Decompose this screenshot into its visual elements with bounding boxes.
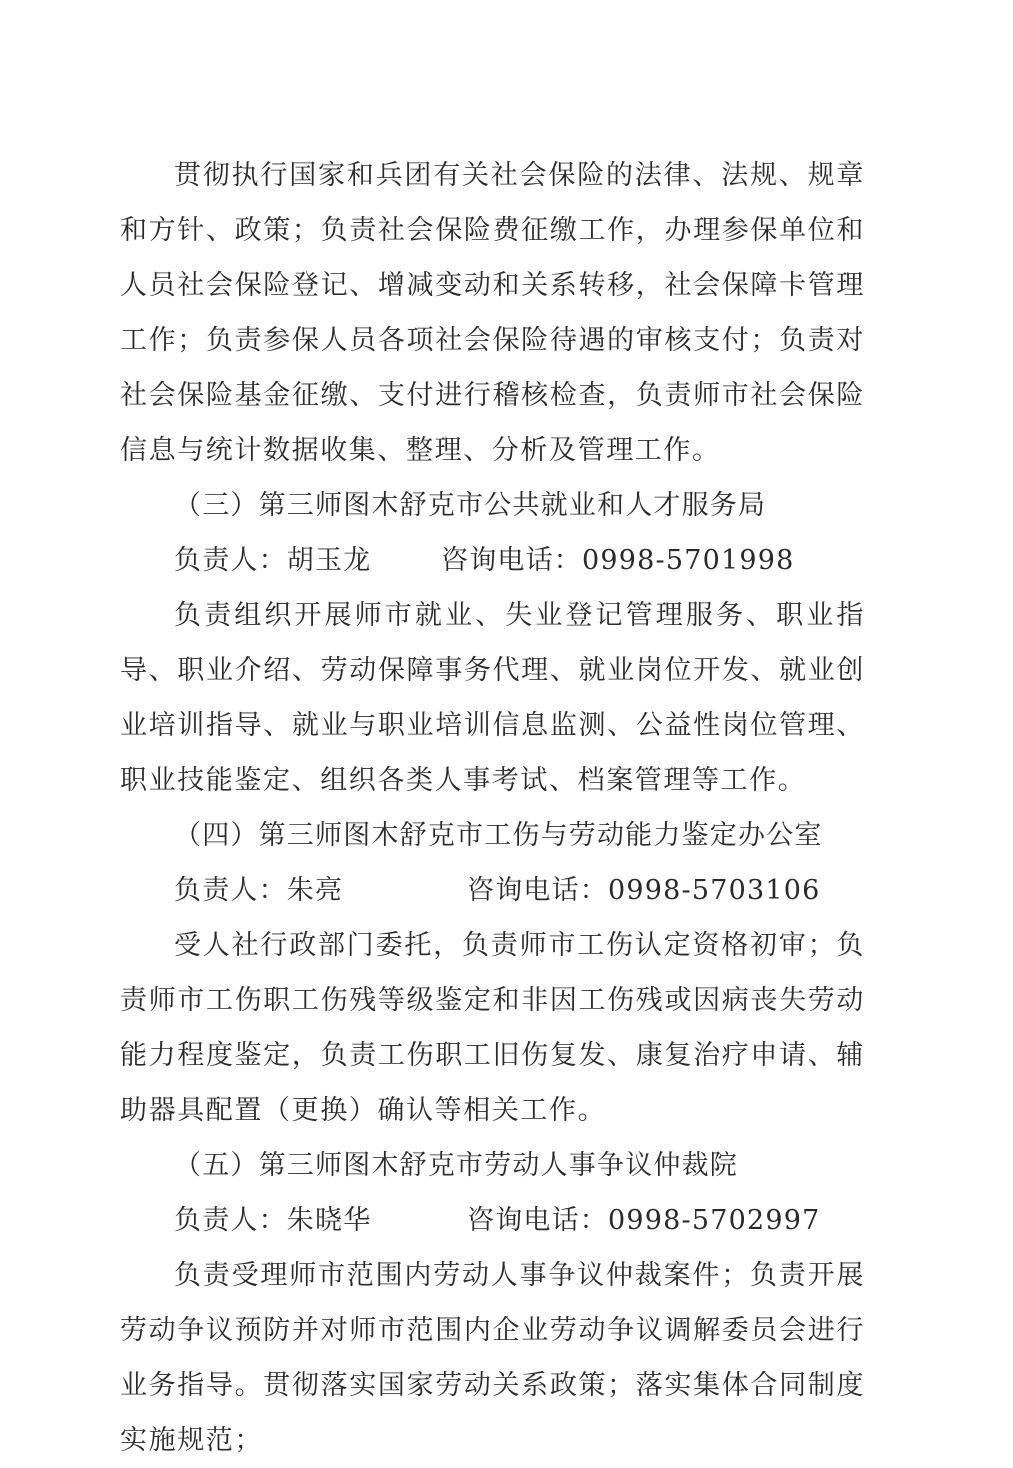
document-body xyxy=(120,148,865,1468)
section-4-person: 负责人：朱亮 xyxy=(174,875,344,906)
intro-paragraph: 贯彻执行国家和兵团有关社会保险的法律、法规、规章和方针、政策；负责社会保险费征缴工作，办理参保单位和人员社会保险登记、增减变动和关系转移，社会保障卡管理工作；负责参保人员各项社会保险待遇的审核支付；负责对社会保险基金征缴、支付进行稽核检查，负责师市社会保险信息与统计数据收集、整理、分析及管理工作。 xyxy=(120,160,865,466)
section-3-phone: 咨询电话：0998-5701998 xyxy=(441,545,795,576)
section-5-description: 负责受理师市范围内劳动人事争议仲裁案件；负责开展劳动争议预防并对师市范围内企业劳动争议调解委员会进行业务指导。贯彻落实国家劳动关系政策；落实集体合同制度实施规范； xyxy=(120,1260,865,1456)
section-4-description: 受人社行政部门委托，负责师市工伤认定资格初审；负责师市工伤职工伤残等级鉴定和非因工伤残或因病丧失劳动能力程度鉴定，负责工伤职工旧伤复发、康复治疗申请、辅助器具配置（更换）确认等相关工作。 xyxy=(120,930,865,1126)
section-5-phone: 咨询电话：0998-5702997 xyxy=(467,1205,821,1236)
section-4-heading: （四）第三师图木舒克市工伤与劳动能力鉴定办公室 xyxy=(174,820,823,851)
section-3-person: 负责人：胡玉龙 xyxy=(174,545,372,576)
section-3-contact xyxy=(120,533,865,588)
section-4-contact xyxy=(120,863,865,918)
section-5-person: 负责人：朱晓华 xyxy=(174,1205,372,1236)
section-3-heading: （三）第三师图木舒克市公共就业和人才服务局 xyxy=(174,490,767,521)
section-5-heading: （五）第三师图木舒克市劳动人事争议仲裁院 xyxy=(174,1150,738,1181)
section-4-phone: 咨询电话：0998-5703106 xyxy=(467,875,821,906)
section-3-description: 负责组织开展师市就业、失业登记管理服务、职业指导、职业介绍、劳动保障事务代理、就业岗位开发、就业创业培训指导、就业与职业培训信息监测、公益性岗位管理、职业技能鉴定、组织各类人事考试、档案管理等工作。 xyxy=(120,600,865,796)
section-5-contact xyxy=(120,1193,865,1248)
